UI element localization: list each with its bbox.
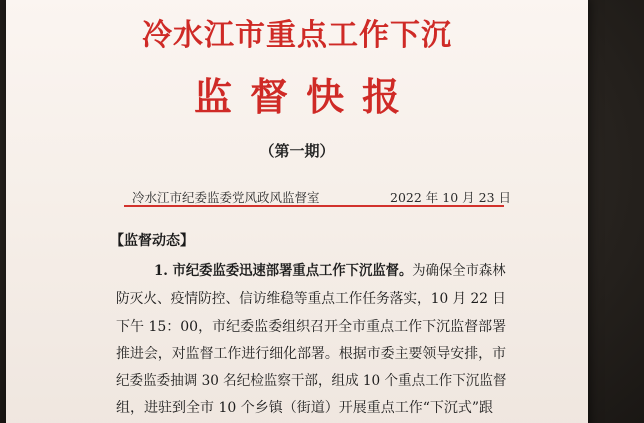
document-page	[6, 0, 588, 423]
body-line-1-rest: 为确保全市森林	[412, 263, 506, 279]
document-title-line2: 监督快报	[193, 74, 418, 119]
issue-date: 2022 年 10 月 23 日	[390, 190, 511, 205]
section-heading: 【监督动态】	[110, 233, 194, 249]
body-line-5: 纪委监委抽调 30 名纪检监察干部，组成 10 个重点工作下沉监督	[116, 373, 507, 389]
body-line-3: 下午 15：00，市纪委监委组织召开全市重点工作下沉监督部署	[116, 319, 507, 335]
body-line-6: 组，进驻到全市 10 个乡镇（街道）开展重点工作“下沉式”跟	[116, 400, 494, 416]
red-divider-rule	[124, 205, 504, 207]
issue-number: （第一期）	[259, 142, 335, 160]
item-title: 1. 市纪委监委迅速部署重点工作下沉监督。	[154, 263, 413, 279]
document-title-line1: 冷水江市重点工作下沉	[142, 18, 452, 53]
issuer-name: 冷水江市纪委监委党风政风监督室	[132, 190, 320, 205]
body-line-4: 推进会，对监督工作进行细化部署。根据市委主要领导安排，市	[116, 346, 506, 362]
body-line-1	[154, 260, 506, 280]
body-line-2: 防灭火、疫情防控、信访维稳等重点工作任务落实，10 月 22 日	[116, 291, 506, 307]
